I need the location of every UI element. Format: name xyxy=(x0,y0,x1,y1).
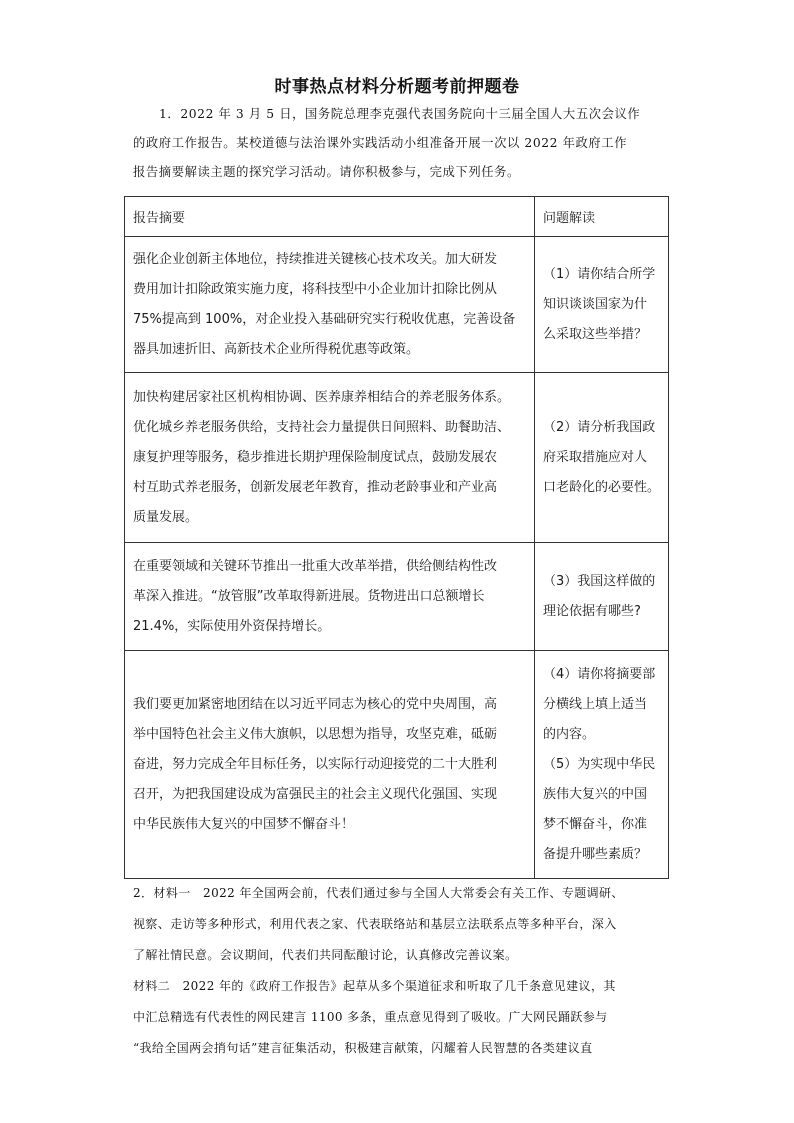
question-line: （2）请分析我国政 xyxy=(542,419,656,435)
question-line: 知识谈谈国家为什 xyxy=(542,296,647,312)
question-line: 族伟大复兴的中国 xyxy=(542,786,647,802)
question-cell xyxy=(534,373,668,543)
question-1-intro xyxy=(133,100,668,187)
summary-line: 21.4%，实际使用外资保持增长。 xyxy=(133,618,331,634)
summary-line: 质量发展。 xyxy=(133,509,199,525)
question-line: （4）请你将摘要部 xyxy=(542,666,656,682)
table-header-row xyxy=(125,197,669,237)
question-2-line: 材料二 2022 年的《政府工作报告》起草从多个渠道征求和听取了几千条意见建议，其 xyxy=(133,979,616,993)
question-cell xyxy=(534,651,668,879)
question-1-line: 报告摘要解读主题的探究学习活动。请你积极参与，完成下列任务。 xyxy=(133,165,520,179)
report-table xyxy=(124,196,669,879)
summary-line: 器具加速折旧、高新技术企业所得税优惠等政策。 xyxy=(133,341,420,357)
summary-cell xyxy=(125,543,535,651)
question-cell xyxy=(534,543,668,651)
question-1-line: 1．2022 年 3 月 5 日，国务院总理李克强代表国务院向十三届全国人大五次会议作 xyxy=(159,107,641,121)
summary-cell xyxy=(125,373,535,543)
question-2-line: 2．材料一 2022 年全国两会前，代表们通过参与全国人大常委会有关工作、专题调研、 xyxy=(133,886,624,900)
summary-line: 加快构建居家社区机构相协调、医养康养相结合的养老服务体系。 xyxy=(133,389,511,405)
question-line: （3）我国这样做的 xyxy=(542,573,656,589)
question-2-line: 了解社情民意。会议期间，代表们共同酝酿讨论，认真修改完善议案。 xyxy=(133,948,518,962)
header-question-interpretation: 问题解读 xyxy=(534,197,668,237)
question-2-line: 视察、走访等多种形式，利用代表之家、代表联络站和基层立法联系点等多种平台，深入 xyxy=(133,917,617,931)
question-2-line: “我给全国两会捎句话”建言征集活动，积极建言献策，闪耀着人民智慧的各类建议直 xyxy=(133,1041,593,1055)
question-line: 理论依据有哪些? xyxy=(542,603,641,619)
summary-line: 我们要更加紧密地团结在以习近平同志为核心的党中央周围，高 xyxy=(133,696,498,712)
header-report-summary: 报告摘要 xyxy=(125,197,535,237)
summary-line: 奋进，努力完成全年目标任务，以实际行动迎接党的二十大胜利 xyxy=(133,756,498,772)
table-row xyxy=(125,373,669,543)
table-row xyxy=(125,543,669,651)
summary-line: 75%提高到 100%，对企业投入基础研究实行税收优惠，完善设备 xyxy=(133,311,516,327)
question-line: 梦不懈奋斗，你准 xyxy=(542,816,647,832)
summary-line: 康复护理等服务，稳步推进长期护理保险制度试点，鼓励发展农 xyxy=(133,449,498,465)
question-2-line: 中汇总精选有代表性的网民建言 1100 多条，重点意见得到了吸收。广大网民踊跃参与 xyxy=(133,1010,608,1024)
summary-line: 强化企业创新主体地位，持续推进关键核心技术攻关。加大研发 xyxy=(133,251,498,267)
summary-line: 革深入推进。“放管服”改革取得新进展。货物进出口总额增长 xyxy=(133,588,485,604)
summary-line: 在重要领域和关键环节推出一批重大改革举措，供给侧结构性改 xyxy=(133,558,498,574)
summary-line: 举中国特色社会主义伟大旗帜，以思想为指导，攻坚克难，砥砺 xyxy=(133,726,498,742)
question-line: 备提升哪些素质？ xyxy=(542,846,647,862)
question-2-material xyxy=(133,878,673,1064)
summary-line: 中华民族伟大复兴的中国梦不懈奋斗！ xyxy=(133,816,355,832)
summary-line: 优化城乡养老服务供给，支持社会力量提供日间照料、助餐助洁、 xyxy=(133,419,511,435)
summary-line: 村互助式养老服务，创新发展老年教育，推动老龄事业和产业高 xyxy=(133,479,498,495)
table-row xyxy=(125,651,669,879)
question-line: 分横线上填上适当 xyxy=(542,696,647,712)
summary-line: 召开，为把我国建设成为富强民主的社会主义现代化强国、实现 xyxy=(133,786,498,802)
question-1-line: 的政府工作报告。某校道德与法治课外实践活动小组准备开展一次以 2022 年政府工作 xyxy=(133,136,628,150)
table-row xyxy=(125,237,669,373)
question-line: 的内容。 xyxy=(542,726,595,742)
question-cell xyxy=(534,237,668,373)
question-line: 府采取措施应对人 xyxy=(542,449,647,465)
summary-cell xyxy=(125,651,535,879)
question-line: （1）请你结合所学 xyxy=(542,266,656,282)
page-title: 时事热点材料分析题考前押题卷 xyxy=(274,77,520,97)
question-line: 口老龄化的必要性。 xyxy=(542,479,660,495)
question-line: 么采取这些举措？ xyxy=(542,326,647,342)
summary-cell xyxy=(125,237,535,373)
summary-line: 费用加计扣除政策实施力度，将科技型中小企业加计扣除比例从 xyxy=(133,281,498,297)
question-line: （5）为实现中华民 xyxy=(542,756,656,772)
